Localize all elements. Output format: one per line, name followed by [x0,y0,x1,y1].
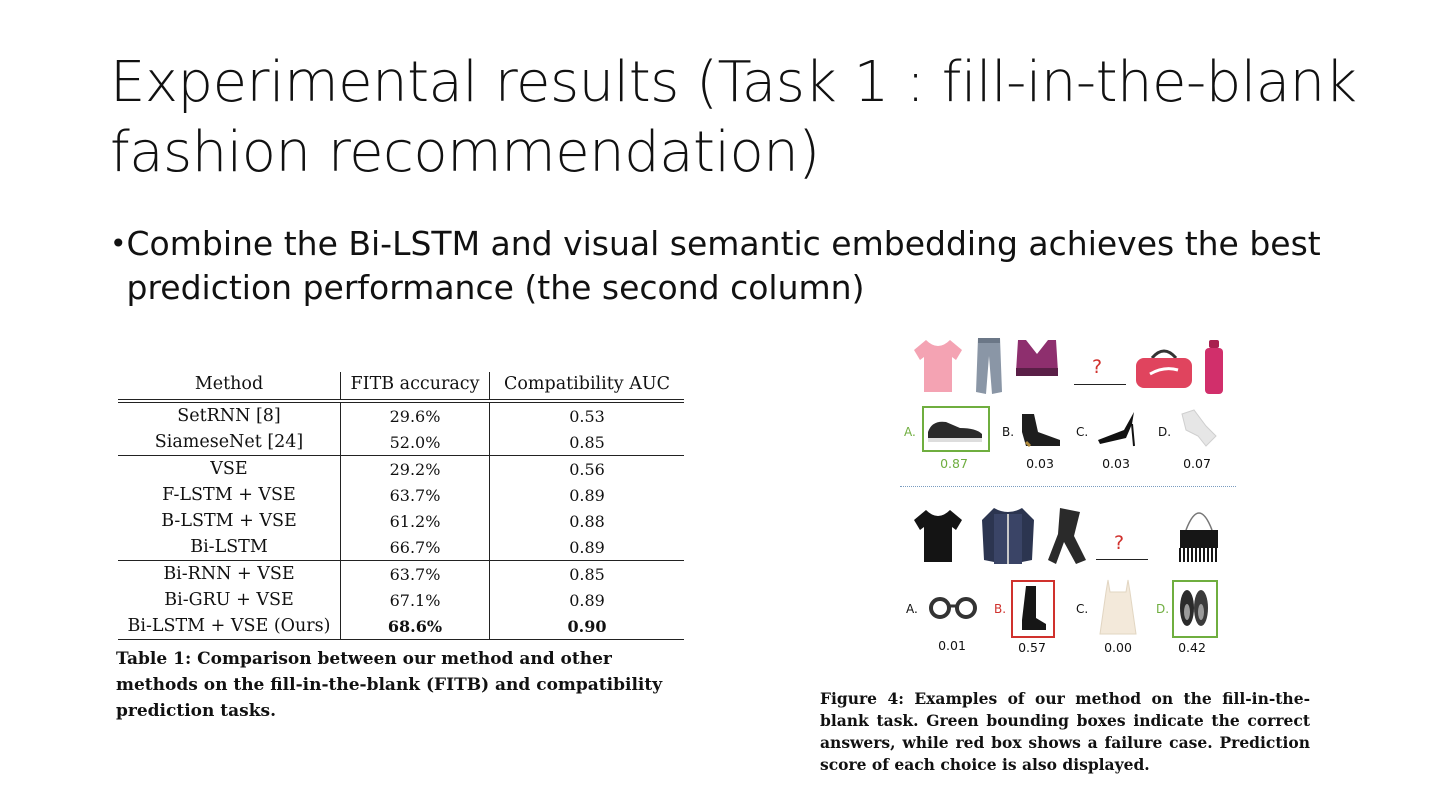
cell-auc: 0.53 [569,406,605,426]
cell-fitb: 52.0% [341,429,490,456]
cell-auc: 0.89 [569,590,605,610]
cell-auc: 0.85 [569,432,605,452]
choice-b-label: B. [1002,425,1015,439]
score-d: 0.42 [1178,640,1206,655]
cell-method: Bi-GRU + VSE [118,587,341,613]
table-row [118,561,684,588]
examples-divider [900,486,1236,487]
sneaker-image [926,414,984,444]
black-tshirt-image [910,506,966,564]
cell-method: F-LSTM + VSE [118,482,341,508]
cell-method: Bi-LSTM [118,534,341,561]
score-a: 0.01 [938,638,966,653]
cell-method: Bi-LSTM + VSE (Ours) [118,613,341,640]
score-a: 0.87 [940,456,968,471]
cell-auc: 0.85 [490,561,685,588]
blank-line [1096,559,1148,560]
table-row [118,456,684,483]
cell-method: SiameseNet [24] [118,429,341,456]
white-heel-image [1176,406,1220,450]
cell-fitb: 61.2% [341,508,490,534]
choice-d-label: D. [1156,602,1170,616]
cell-method: SetRNN [8] [118,401,341,429]
pink-tshirt-image [910,336,966,394]
water-bottle-image [1202,338,1226,396]
cell-method: VSE [118,456,341,483]
choice-c-label: C. [1076,602,1089,616]
tall-boot-image [1016,584,1048,632]
bomber-jacket-image [980,504,1036,566]
cell-auc: 0.90 [490,613,685,640]
table-header-row [118,372,684,401]
cell-method: Bi-RNN + VSE [118,561,341,588]
table-row [118,401,684,429]
cell-auc: 0.56 [490,456,685,483]
black-heel-image [1094,410,1138,448]
header-auc: Compatibility AUC [503,374,671,394]
cell-auc: 0.88 [569,511,605,531]
header-method: Method [118,372,341,401]
figure-caption: Figure 4: Examples of our method on the fill-in-the-blank task. Green bounding boxes indicate the correct answers, while red box shows a failure case. Prediction score of each choice is also displayed. [820,689,1310,774]
cell-fitb: 66.7% [341,534,490,561]
cell-auc: 0.89 [569,485,605,505]
header-fitb: FITB accuracy [341,372,490,401]
bullet-item [110,222,1330,310]
fitb-examples-figure [896,332,1242,662]
loafer-image [1177,586,1211,630]
score-c: 0.03 [1102,456,1130,471]
slide-title: Experimental results (Task 1 : fill-in-the-blank fashion recommendation) [110,50,1357,185]
fringe-bag-image [1174,500,1224,566]
table-row [118,482,684,508]
cell-fitb: 29.6% [341,401,490,429]
table-row [118,587,684,613]
cell-fitb: 68.6% [341,613,490,640]
camisole-image [1096,578,1140,636]
score-b: 0.57 [1018,640,1046,655]
choice-c-label: C. [1076,425,1089,439]
table-row [118,508,684,534]
ankle-boot-image [1018,412,1064,448]
cell-fitb: 67.1% [341,587,490,613]
cell-method: B-LSTM + VSE [118,508,341,534]
choice-d-label: D. [1158,425,1172,439]
cell-fitb: 29.2% [341,456,490,483]
duffel-bag-image [1132,342,1196,392]
bullet-text: Combine the Bi-LSTM and visual semantic embedding achieves the best prediction performance (the second column) [126,224,1321,307]
blank-line [1074,384,1126,385]
dark-jeans-image [1046,506,1090,566]
question-mark: ? [1092,356,1103,378]
choice-b-label: B. [994,602,1007,616]
cell-fitb: 63.7% [341,482,490,508]
score-c: 0.00 [1104,640,1132,655]
cell-fitb: 63.7% [341,561,490,588]
score-b: 0.03 [1026,456,1054,471]
grey-jogger-image [974,336,1004,396]
sunglasses-image [926,594,980,622]
score-d: 0.07 [1183,456,1211,471]
table-row [118,534,684,561]
cell-auc: 0.89 [569,537,605,557]
choice-a-label: A. [904,425,916,439]
bullet-marker: • [110,227,127,260]
table-row [118,613,684,640]
sports-bra-image [1012,338,1062,382]
table-row [118,429,684,456]
choice-a-label: A. [906,602,918,616]
table-caption: Table 1: Comparison between our method and other methods on the fill-in-the-blank (FITB) and compatibility prediction tasks. [116,649,663,721]
results-table [118,372,684,640]
question-mark: ? [1114,532,1125,554]
